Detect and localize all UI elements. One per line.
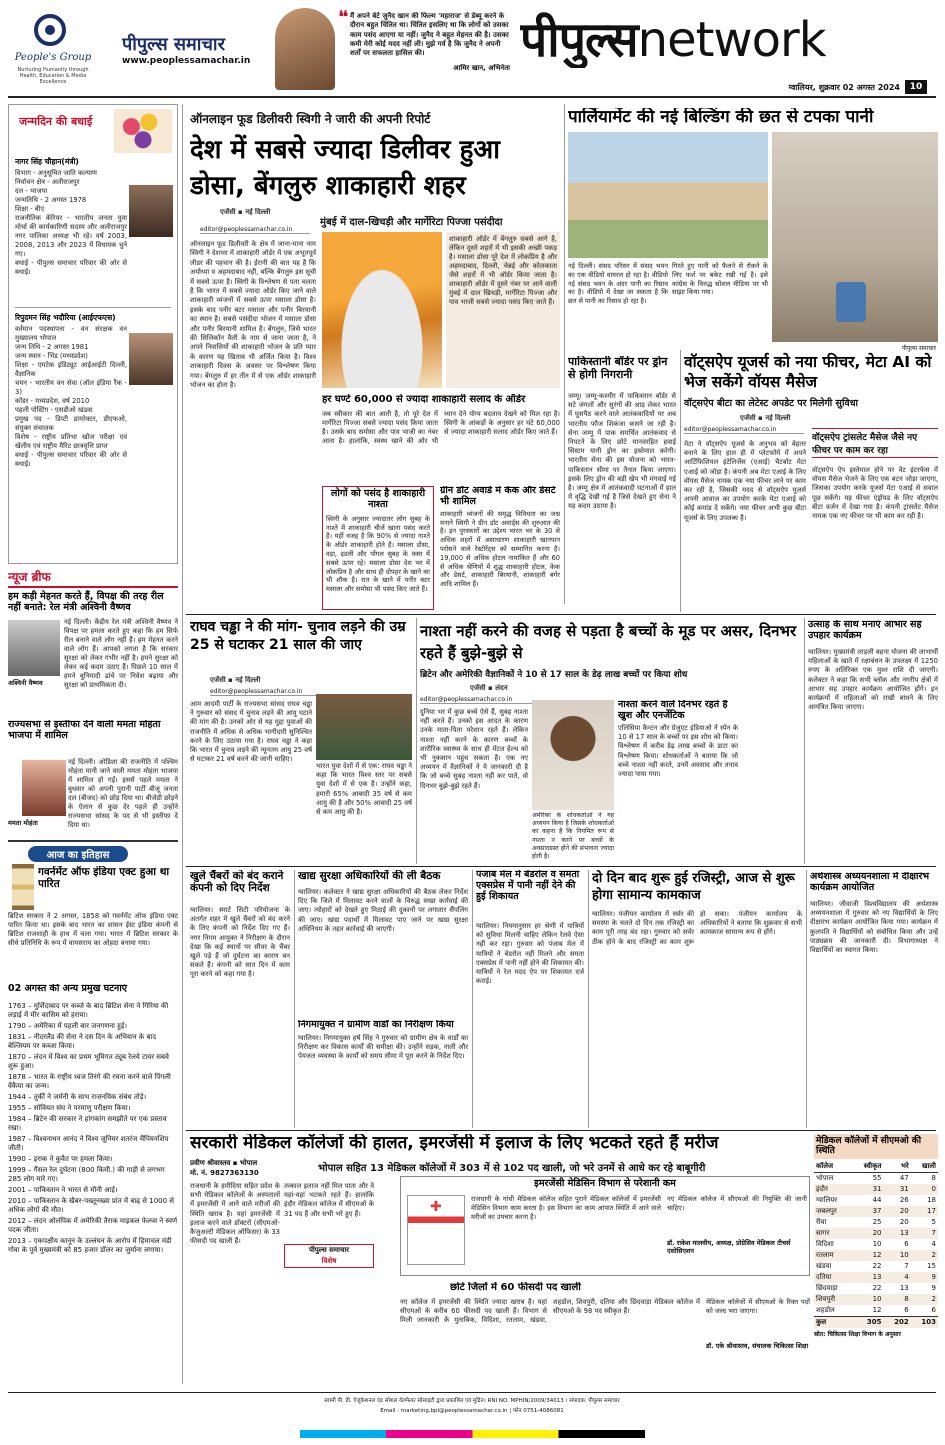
raghav-email[interactable]: editor@peoplessamachar.co.in — [210, 688, 330, 696]
cmo-table-row — [814, 1217, 938, 1228]
cmo-table-cell: रीवा — [816, 1217, 827, 1226]
whatsapp-body: मेटा ने वॉट्सऐप यूजर्स के अनुभव को बेहतर बनाने के लिए हाल ही में प्लेटफॉर्म में अपने आर्टिफिशियल इंटेलिजेंस (एआई) चैटबॉट मेटा एआई को जोड़ा है। कंपनी अब मेटा एआई के लिए वॉयस मैसेज नामक एक नया फीचर लाने पर काम कर रही है, जिसकी मदद से वॉट्सऐप यूजर्स अपनी आवाज का उपयोग करके मेटा एआई को कोई कमांड दे सकेंगे। नया फीचर अभी कुछ बीटा यूजर्स के लिए उपलब्ध है। — [684, 440, 806, 522]
cmo-table-cell: 15 — [927, 1262, 936, 1271]
history-event-item: 1878 – भारत के राष्ट्रीय ध्वज तिरंगे की रचना करने वाले पिंगली वेंकैया का जन्म। — [8, 1073, 171, 1090]
aamir-khan-photo — [275, 8, 335, 90]
cmo-table-cell: भोपाल — [816, 1173, 834, 1182]
cmo-table-row — [814, 1184, 938, 1195]
raghav-headline[interactable]: राघव चड्ढा ने की मांग- चुनाव लड़ने की उम्र 25 से घटाकर 21 साल की जाए — [190, 619, 406, 653]
lead-sub-head: मुंबई में दाल-खिचड़ी और मार्गेरिटा पिज्जा पसंदीदा — [320, 217, 503, 228]
registry-headline[interactable]: दो दिन बाद शुरू हुई रजिस्ट्री, आज से शुरू होगा सामान्य कामकाज — [592, 871, 795, 903]
history-event-item: 1870 – लंदन में विश्व का प्रथम भूमिगत ट्यूब रेलवे टावर सबवे शुरू हुआ। — [8, 1053, 169, 1070]
news-brief-title: न्यूज ब्रीफ — [8, 568, 178, 588]
chambers-body: ग्वालियर। स्मार्ट सिटी परियोजना के अंतर्गत शहर में खुले चैंबरों को बंद करने के लिए कंपनी को निर्देश दिए गए हैं। नगर निगम आयुक्त ने निरीक्षण के दौरान देखा कि कई स्थानों पर सीवर के चैंबर खुले पड़े हैं जो दुर्घटना का कारण बन सकते हैं। कंपनी को सात दिन में काम पूरा करने को कहा गया है। — [190, 906, 290, 979]
research-headline[interactable]: अर्थशास्त्र अध्ययनशाला में दीक्षारंभ कार्यक्रम आयोजित — [810, 872, 930, 893]
breakfast-box-head: लोगों को पसंद है शाकाहारी नाश्ता — [330, 488, 426, 510]
medical-body2: तत्काल इलाज नहीं मिल पाता और वे यहां-वहां भटकते रहते हैं। हालांकि इंदौर मेडिकल कॉलेज में सीएमओ के 31 पद हैं और सभी भरे हुए हैं। — [284, 1182, 374, 1218]
food-safety-body: ग्वालियर। कलेक्टर ने खाद्य सुरक्षा अधिकारियों की बैठक लेकर निर्देश दिए कि जिले में मिलावट करने वालों के विरुद्ध सख्त कार्रवाई की जाए। त्योहारों को देखते हुए मिठाई की दुकानों पर लगातार सैंपलिंग की जाए। खाद्य पदार्थों में मिलावट पाए जाने पर खाद्य सुरक्षा अधिनियम के तहत कार्रवाई की जाएगी। — [298, 888, 468, 933]
green-dot-box — [440, 486, 560, 610]
cmo-table-cell: 47 — [899, 1174, 909, 1183]
cmo-table-box — [814, 1134, 938, 1388]
breakfast-email[interactable]: editor@peoplessamachar.co.in — [420, 696, 540, 704]
special-badge — [284, 1244, 374, 1268]
history-event-item: 1944 – तुर्की ने जर्मनी के साथ राजनयिक संबंध तोड़े। — [8, 1093, 147, 1101]
cmo-table-row — [814, 1294, 938, 1305]
quote-author: आमिर खान, अभिनेता — [453, 64, 510, 72]
cmo-table-row — [814, 1261, 938, 1272]
cmo-table-cell: 9 — [931, 1273, 936, 1282]
cmo-table-header-cell: खाली — [911, 1161, 938, 1173]
cmo-table-cell: 37 — [872, 1207, 882, 1216]
history-event-item: 1999 – गैंसल रेल दुर्घटना (800 किमी.) की गाड़ी से लगभग 285 लोग मारे गए। — [8, 1166, 165, 1183]
paper-name[interactable]: पीपुल्स समाचार — [122, 34, 225, 55]
footer-imprint: स्वामी पी. डी. ऐजुकेशनल एंड सोशल वेलफेयर सोसाइटी द्वारा प्रकाशित एवं मुद्रित। RNI NO. MPHIN/2009/34013 । संपादक: पीपुल्स समाचार — [324, 1398, 620, 1404]
whatsapp-sub: वॉट्सऐप बीटा का लेटेस्ट अपडेट पर मिलेगी सुविधा — [684, 398, 859, 409]
cmo-table-cell: इंदौर — [816, 1184, 828, 1193]
cmo-table-cell: 202 — [883, 1316, 910, 1328]
pension-headline[interactable]: उत्साह के साथ मनाएं आभार सह उपहार कार्यक्रम — [808, 620, 922, 641]
cmo-table-cell: 18 — [927, 1196, 936, 1205]
emergency-box-body: राजधानी के गांधी मेडिकल कॉलेज सहित पुराने मेडिकल कॉलेजों में इमरजेंसी मेडिसिन विभाग काम करता है। इस विभाग का काम आपात स्थिति में आने वाले मरीजों का उपचार करना है। — [471, 1195, 661, 1221]
cmo-table — [814, 1161, 938, 1328]
bucket-icon — [836, 282, 866, 322]
medical-headline[interactable]: सरकारी मेडिकल कॉलेजों की हालत, इमरजेंसी में इलाज के लिए भटकते रहते हैं मरीज — [190, 1134, 719, 1153]
cmo-table-title: मेडिकल कॉलेजों में सीएमओ की स्थिति — [814, 1134, 938, 1159]
cmo-table-cell: 22 — [872, 1284, 882, 1293]
quote-icon: ❝ — [338, 10, 349, 24]
train-body: ग्वालियर। नियमानुसार हर श्रेणी में यात्रियों को सुविधा मिलनी चाहिए लेकिन रेलवे ऐसा नहीं कर रहा। गुरुवार को पंजाब मेल में यात्रियों ने बेडरोल नहीं मिलने और समता एक्सप्रेस में पानी नहीं होने की शिकायत की। यात्रियों ने रेल मदद ऐप पर शिकायत दर्ज कराई। — [476, 922, 584, 986]
cmo-table-cell: रतलाम — [816, 1250, 834, 1259]
cmo-table-row — [814, 1316, 938, 1328]
parliament-caption2: गिरते हुए पानी को फैलने से रोकने के लिए फर्श पर बकेट रखी गई है। इसे कांग्रेस के विरुद्ध सोशल मीडिया पर भी साझा किया गया। — [672, 262, 768, 297]
lead-headline[interactable]: देश में सबसे ज्यादा डिलीवर हुआ डोसा, बेंगलुरु शाकाहारी शहर — [190, 135, 500, 201]
hospital-icon: ✚ — [407, 1195, 465, 1265]
breakfast-side-head: नाश्ता करने वाले दिनभर रहते हैं खुश और एनर्जेटिक — [618, 700, 728, 721]
medical-body1: राजधानी के हमीदिया सहित प्रदेश के सभी मेडिकल कॉलेजों के अस्पतालों में इमरजेंसी में आने वाले मरीजों की स्थिति खराब है। यहां इमरजेंसी में इलाज करने वाले डॉक्टरों (सीएमओ-कैजुअल्टी मेडिकल ऑफिसर) के 33 फीसदी पद खाली हैं। — [190, 1182, 280, 1246]
cmo-table-header-cell: कॉलेज — [814, 1161, 852, 1173]
cmo-table-cell: 9 — [931, 1284, 936, 1293]
salad-box-head: हर घण्टे 60,000 से ज्यादा शाकाहारी सलाद के ऑर्डर — [322, 394, 526, 405]
cmo-table-cell: 7 — [904, 1262, 909, 1271]
whatsapp-side-body: वॉट्सऐप ऐप इस्तेमाल होने पर वेट इंटरफेस में वॉयस मैसेज भेजने के लिए एक बटन जोड़ा जाएगा, जिसका उपयोग करके यूजर्स मेटा एआई से सवाल पूछ सकेंगे। यह फीचर एंड्रॉयड के लिए वॉट्सऐप बीटा वर्जन में देखा गया है। कंपनी ट्रांसलेट मैसेज नामक एक नए फीचर पर भी काम कर रही है। — [812, 466, 938, 521]
cmo-table-cell: 6 — [904, 1306, 909, 1315]
pension-body: ग्वालियर। मुख्यमंत्री लाड़ली बहना योजना की लाभार्थी महिलाओं के खाते में रक्षाबंधन के उपलक्ष्य में 1250 रुपए के अतिरिक्त एक मुश्त राशि दी जाएगी। कलेक्टर ने कहा कि सभी ब्लॉक और नगरीय क्षेत्रों में आभार सह उपहार कार्यक्रम आयोजित होंगे। इन कार्यक्रमों में महिलाओं को राखी बांधने के लिए आमंत्रित किया जाएगा। — [808, 648, 938, 712]
mohanta-photo — [22, 760, 66, 816]
cmo-table-header-cell: स्वीकृत — [852, 1161, 884, 1173]
history-event-item: 1790 – अमेरिका में पहली बार जनगणना हुई। — [8, 1022, 127, 1030]
water-leak-photo — [772, 132, 938, 342]
history-event-item: 2010 – पाकिस्तान के खैबर-पख्तूनख्वा प्रांत में बाढ़ से 1000 से अधिक लोगों की मौत। — [8, 1197, 175, 1214]
breakfast-side-body: एलिसिया कैन्टन और ग्रेजुएट इंडियाओ ने स्पेन के 10 से 17 साल के बच्चों पर इस शोध को किया। विश्लेषण में करीब डेढ़ लाख बच्चों के डाटा का विश्लेषण किया। शोधकर्ताओं ने बताया कि जो बच्चे नाश्ता नहीं करते, उनमें अवसाद और तनाव ज्यादा पाया गया। — [618, 724, 738, 779]
lead-kicker: ऑनलाइन फूड डिलीवरी स्विगी ने जारी की अपनी रिपोर्ट — [190, 112, 431, 126]
birthday-person1-details: विभाग - अनुसूचित जाति कल्याण निर्वाचन क्षेत्र - अलीराजपुर दल - भाजपा जन्मतिथि - 2 अगस्त 1978 शिक्षा - बीए राजनीतिक कॅरियर - भारतीय जनता युवा मोर्चा की कार्यकारिणी सदस्य और अलीराजपुर नगर पालिका अध्यक्ष भी रहे। वर्ष 2003, 2008, 2013 और 2023 में विधायक चुने गए। बधाई - पीपुल्स समाचार परिवार की ओर से बधाई। — [15, 169, 127, 276]
group-logo[interactable] — [8, 12, 98, 92]
history-headline: गवर्नमेंट ऑफ इंडिया एक्ट हुआ था पारित — [38, 866, 170, 891]
history-event-item: 2013 – एकपक्षीय कानून के उल्लंघन के आरोप में हिमाचल मंडी गोवा के पूर्व मुख्यमंत्री को 85 हजार डॉलर का जुर्माना लगाया। — [8, 1237, 172, 1254]
events-title: 02 अगस्त की अन्य प्रमुख घटनाएं — [8, 984, 128, 994]
lead-email[interactable]: editor@peoplessamachar.co.in — [200, 226, 310, 234]
cmo-table-cell: शहडोल — [816, 1305, 835, 1314]
cmo-table-cell: 44 — [872, 1196, 882, 1205]
breakfast-photo-caption: अमेरिका के शोधकर्ताओं ने यह अध्ययन किया है जिसके शोधकर्ताओं का कहना है कि नियमित रूप से नाश्ता न करने पर बच्चों के अवसादग्रस्त होने की संभावना ज्यादा होती है। — [532, 812, 614, 861]
cmo-table-cell: 7 — [931, 1229, 936, 1238]
whatsapp-side-head: वॉट्सऐप ट्रांसलेट मैसेज जैसे नए फीचर पर काम कर रहा — [812, 428, 938, 458]
dateline: ग्वालियर, शुक्रवार 02 अगस्त 2024 — [788, 83, 900, 92]
emergency-box — [400, 1176, 810, 1276]
cmo-table-cell: 10 — [872, 1240, 882, 1249]
cmo-table-row — [814, 1250, 938, 1261]
cmo-table-row — [814, 1272, 938, 1283]
food-caption: शाकाहारी ऑर्डर में बेंगलुरु सबसे आगे है, लेकिन दूसरे शहरों में भी इसकी अच्छी पकड़ है। मसाला डोसा पूरे देश में लोकप्रिय है और अहमदाबाद, दिल्ली, चेन्नई और कोलकाता जैसे शहरों में भी ऑर्डर किया जाता है। शाकाहारी ऑर्डर में दूसरे नंबर पर आने वाली मुंबई में दाल खिचड़ी, मार्गेरिटा पिज्जा और पाव भाजी सबसे ज्यादा पसंद किए जाते हैं। — [446, 232, 560, 388]
cmo-table-cell: 103 — [911, 1316, 938, 1328]
page-number: 10 — [905, 80, 927, 94]
research-body: ग्वालियर। जीवाजी विश्वविद्यालय की अर्थशास्त्र अध्ययनशाला में गुरुवार को नए विद्यार्थियों के लिए दीक्षारंभ कार्यक्रम आयोजित किया गया। कार्यक्रम में कुलपति ने विद्यार्थियों को संबोधित किया और उन्हें पाठ्यक्रम की जानकारी दी। विभागाध्यक्ष ने विद्यार्थियों का स्वागत किया। — [810, 900, 938, 955]
cmo-table-cell: छिंदवाड़ा — [816, 1283, 838, 1292]
cmo-table-cell: 6 — [931, 1306, 936, 1315]
salad-box-body: जब स्वीकार की बात आती है, तो पूरे देश में मार्गेरिटा पिज्जा सबसे ज्यादा पसंद किया जाता है। उसके बाद समोसा और पाव भाजी का नंबर आता है। हालांकि, स्वस्थ खाने की ओर भी ध्यान देने योग्य बदलाव देखने को मिल रहा है। स्विगी के आंकड़ों के अनुसार हर घंटे 60,000 से ज्यादा शाकाहारी सलाद ऑर्डर किए जाते हैं। — [322, 410, 560, 445]
cmo-table-cell: 17 — [927, 1207, 936, 1216]
group-name: People's Group — [14, 52, 92, 63]
cmo-table-cell: शिवपुरी — [816, 1294, 836, 1303]
whatsapp-byline: एजेंसी ▪ नई दिल्ली — [740, 414, 791, 422]
history-event-item: 2012 – लंदन ओलंपिक में अमेरिकी तैराक माइकल फेल्प्स ने स्वर्ण पदक जीता। — [8, 1217, 178, 1234]
lead-byline: एजेंसी ▪ नई दिल्ली — [220, 208, 271, 216]
cmo-table-cell: 20 — [872, 1229, 882, 1238]
birthday-person1-photo — [129, 185, 173, 237]
cmo-table-cell: 31 — [872, 1185, 882, 1194]
parliament-headline[interactable]: पार्लियामेंट की नई बिल्डिंग की छत से टपका पानी — [568, 108, 874, 127]
parliament-caption1: नई दिल्ली। संसद परिसर में संसद भवन का एक वीडियो वायरल हो रहा है। वीडियो नई संसद भवन के अंदर पानी का रिसाव का है। वीडियो में देखा जा सकता है कि छत से पानी का रिसाव हो रहा है। — [568, 262, 668, 306]
cmo-table-cell: ग्वालियर — [816, 1195, 838, 1204]
cmo-table-cell: जबलपुर — [816, 1206, 837, 1215]
medical-quote1: नए मेडिकल कॉलेज में सीएमओ की नियुक्ति की जानी चाहिए। — [667, 1195, 807, 1212]
parliament-building-photo — [568, 132, 768, 258]
cmo-table-row — [814, 1172, 938, 1184]
cmo-table-cell: 8 — [904, 1295, 909, 1304]
cmo-table-cell: 4 — [931, 1240, 936, 1249]
cmo-table-cell: 5 — [931, 1218, 936, 1227]
history-section — [8, 840, 178, 1385]
green-dot-head: ग्रीन डॉट अवार्ड में केक और डेसर्ट भी शामिल — [440, 486, 556, 507]
brief1-headline[interactable]: हम कड़ी मेहनत करते हैं, विपक्ष की तरह रील नहीं बनाते: रेल मंत्री अश्विनी वैष्णव — [8, 591, 164, 613]
cmo-table-row — [814, 1283, 938, 1294]
peoples-group-logo-icon — [30, 12, 70, 48]
food-safety-headline[interactable]: खाद्य सुरक्षा अधिकारियों की ली बैठक — [298, 870, 441, 882]
history-event-item: 1984 – ब्रिटेन की सरकार ने हांगकांग समझौते पर एक प्रस्ताव रखा। — [8, 1115, 167, 1132]
cmo-table-cell: 25 — [872, 1218, 882, 1227]
birthday-section — [8, 104, 178, 564]
history-event-item: 1990 – इराक ने कुवैत पर हमला किया। — [8, 1155, 113, 1163]
cmo-table-row — [814, 1228, 938, 1239]
medical-mobile: मो. नं. 9827363130 — [190, 1169, 259, 1177]
registry-body: ग्वालियर। पंजीयन कार्यालय में सर्वर की समस्या के चलते दो दिन तक रजिस्ट्री का काम पूरी तरह बंद रहा। गुरुवार को सर्वर ठीक होने के बाद रजिस्ट्री का काम शुरू हो सका। पंजीयन कार्यालय के अधिकारियों ने बताया कि शुक्रवार से सभी कामकाज सामान्य रूप से होंगे। — [592, 910, 802, 946]
birthday-person1-name: नागर सिंह चौहान(मंत्री) — [15, 157, 79, 166]
hourglass-icon — [12, 864, 34, 910]
website-link[interactable]: www.peoplessamachar.in — [122, 56, 251, 66]
cmo-table-cell: 20 — [899, 1218, 909, 1227]
cmo-table-row — [814, 1206, 938, 1217]
special-paper-name: पीपुल्स समाचार — [308, 1246, 350, 1254]
cmo-table-cell: खंडवा — [816, 1261, 832, 1270]
ward-inspection-headline[interactable]: निगमायुक्त ने ग्रामीण वार्डों का निरीक्षण किया — [298, 1020, 454, 1030]
medical-quote2-by: डॉ. एके श्रीवास्तव, संचालक चिकित्सा शिक्षा — [706, 1342, 809, 1350]
sad-child-photo — [532, 700, 614, 810]
cmo-table-row — [814, 1195, 938, 1206]
medical-quote1-by: डॉ. राकेश मालवीय, अध्यक्ष, प्रोग्रेसिव मेडिकल टीचर्स एसोसिएशन — [667, 1239, 791, 1256]
raghav-byline: एजेंसी ▪ नई दिल्ली — [210, 676, 261, 684]
breakfast-body: दुनिया भर में कुछ बच्चे ऐसे हैं, सुबह नाश्ता नहीं करते हैं। उनको इस आदत के कारण उनके माता-पिता परेशान रहते हैं। लेकिन नाश्ता नहीं करने के कारण बच्चों के शारीरिक स्वास्थ्य के साथ ही मेंटल हेल्थ को भी नुकसान पहुंच सकता है। एक नए अध्ययन में वैज्ञानिकों ने ये जानकारी दी है कि जो बच्चे सुबह नाश्ता नहीं कर पाते, वो दिनभर बुझे-बुझे रहते हैं। — [420, 708, 528, 790]
history-event-item: 1955 – सोवियत संघ ने परमाणु परीक्षण किया। — [8, 1104, 131, 1112]
breakfast-box-body: स्विगी के अनुसार ज्यादातर लोग सुबह के नाश्ते में शाकाहारी चीजें खाना पसंद करते हैं। यहीं वजह है कि 90% से ज्यादा नाश्ते के ऑर्डर शाकाहारी होते हैं। मसाला डोसा, वड़ा, इडली और पोंगल सुबह के वक्त में सबसे ऊपर रहे। मसाला डोसा देश भर में लोकप्रिय है और साथ ही दोपहर के खाने का भी शौक है। रात के खाने में पनीर बटर मसाला और समोसा भी पसंद किए जाते हैं। — [326, 514, 430, 594]
whatsapp-headline[interactable]: वॉट्सऐप यूजर्स को नया फीचर, मेटा AI को भेज सकेंगे वॉयस मैसेज — [684, 353, 932, 391]
breakfast-byline: एजेंसी ▪ लंदन — [470, 684, 508, 692]
cmo-table-header-cell: भरे — [883, 1161, 910, 1173]
celebrity-quote: मैं अपने बेटे जुनैद खान की फिल्म 'महाराज' से डेब्यू करने के दौरान बहुत चिंतित था। चिंतित इसलिए था कि लोगों को उसका काम पसंद आएगा या नहीं। जुनैद ने बहुत मेहनत की है। उसका कमी मेरी कोई मदद नहीं ली। मुझे गर्व है कि जुनैद ने अपनी शर्तों पर सफलता हासिल की। — [350, 12, 509, 58]
history-events-list — [8, 1002, 178, 1384]
cmo-table-cell: 13 — [899, 1284, 909, 1293]
cmo-table-cell: 2 — [931, 1251, 936, 1260]
cmo-table-cell: 13 — [872, 1273, 882, 1282]
cmo-table-cell: विदिशा — [816, 1239, 834, 1248]
train-headline[interactable]: पंजाब मेल में बेडरोल व समता एक्सप्रेस में पानी नहीं देने की हुई शिकायत — [476, 870, 580, 902]
raghav-photo-caption: भारत युवा देशों में से एक: राघव चड्ढा ने कहा कि भारत विश्व स्तर पर सबसे युवा देशों में से एक है। उन्होंने कहा, हमारी 65% आबादी 35 वर्ष से कम आयु की है और 50% आबादी 25 वर्ष से कम आयु की है। — [316, 762, 412, 817]
cmo-table-header-row — [814, 1161, 938, 1173]
history-event-item: 2001 – पाकिस्तान ने भारत से मौनी आई। — [8, 1186, 118, 1194]
parliament-credit: पीपुल्स समाचार — [901, 345, 936, 352]
brand-hindi: पीपुल्स — [520, 12, 638, 68]
breakfast-sub: ब्रिटेन और अमेरिकी वैज्ञानिकों ने 10 से 17 साल के डेढ़ लाख बच्चों पर किया शोध — [420, 670, 688, 680]
chambers-headline[interactable]: खुले चैंबरों को बंद कराने कंपनी को दिए निर्देश — [190, 870, 284, 895]
border-headline[interactable]: पाकिस्तानी बॉर्डर पर ड्रोन से होगी निगरानी — [568, 356, 668, 381]
cmo-table-cell: 6 — [904, 1240, 909, 1249]
news-brief-section — [8, 568, 178, 834]
network-brand[interactable] — [520, 6, 940, 68]
cmo-table-cell: 20 — [899, 1207, 909, 1216]
vaishnav-photo — [8, 620, 60, 676]
breakfast-box — [322, 486, 434, 610]
cmo-table-cell: 2 — [931, 1295, 936, 1304]
cmo-table-cell: 13 — [899, 1229, 909, 1238]
cmo-table-cell: 12 — [872, 1306, 882, 1315]
history-body: ब्रिटिश सरकार ने 2 अगस्त, 1858 को गवर्नमेंट ऑफ इंडिया एक्ट पारित किया था। इसके बाद भारत का शासन ईस्ट इंडिया कंपनी से ब्रिटिश राजशाही के हाथ में चला गया। भारत में ब्रिटिश सरकार के सीधे प्रतिनिधि के रूप में वायसराय का ओहदा बनाया गया। — [8, 912, 178, 947]
history-event-item: 1987 – विश्वनाथन आनंद ने विश्व जूनियर शतरंज चैंपियनशिप जीती। — [8, 1135, 169, 1152]
cmo-table-cell: 22 — [872, 1262, 882, 1271]
history-event-item: 1763 – मुर्शिदाबाद पर कब्जे के बाद ब्रिटिश सेना ने गिरिया की लड़ाई में मीर कासिम को हराया। — [8, 1002, 169, 1019]
vaishnav-caption: अश्विनी वैष्णव — [8, 679, 43, 687]
medical-author-box: प्रवीण श्रीवास्तव ▪ भोपाल मो. नं. 9827363130 — [190, 1159, 259, 1177]
birthday-person2-details: वर्तमान पदस्थापना - वन संरक्षक वन मुख्यालय भोपाल जन्म तिथि - 2 अगस्त 1981 जन्म स्थान - भिंड (मध्यप्रदेश) शिक्षा - एमटेक इंडिट्यूट आईआईटी दिल्ली, वैज्ञानिक चयन - भारतीय वन सेवा (ऑल इंडिया रैंक - 3) कॉडर - मध्यप्रदेश, वर्ष 2010 पहली पोस्टिंग - एसडीओ खंडवा प्रमुख पद - डिप्टी डायरेक्टर, डीएफओ, संयुक्त संचालक विशेष - राष्ट्रीय प्रतिभा खोज परीक्षा एवं खेलीय एवं राष्ट्रीय मैरिट छात्रवृत्ति प्राप्त बधाई - पीपुल्स समाचार परिवार की ओर से बधाई। — [15, 325, 127, 468]
cmo-table-cell: कुल — [814, 1316, 852, 1328]
medical-sub: भोपाल सहित 13 मेडिकल कॉलेजों में 303 में से 102 पद खाली, जो भरे उनमें से आधे कर रहे बाबूगीरी — [318, 1163, 706, 1174]
brief2-body: नई दिल्ली। ओडिशा की राजनीति में पश्चिम मोहंता मानी जाने वाली ममता मोहंता भाजपा में शामिल हो गईं। इससे पहले ममता ने बुधवार को अपनी पुरानी पार्टी बीजू जनता दल (बीजद) को छोड़ दिया था। बीजेडी छोड़ने के ऐलान से कुछ देर पहले ही उन्होंने राज्यसभा सांसद के पद से भी इस्तीफा दे दिया था। — [68, 758, 178, 829]
cmo-table-cell: 55 — [872, 1174, 882, 1183]
cmo-table-cell: दतिया — [816, 1272, 832, 1281]
small-districts-headline[interactable]: छोटे जिलों में 60 फीसदी पद खाली — [450, 1282, 581, 1293]
cmo-table-source: स्रोत: चिकित्सा शिक्षा विभाग के अनुसार — [814, 1330, 901, 1338]
green-dot-body: शाकाहारी व्यंजनों की समृद्ध विविधता का जश्न मनाने स्विगी ने ग्रीन डॉट अवार्ड्स की शुरुआत की है। इन पुरस्कारों का उद्देश्य भारत भर के 30 से अधिक शहरों में असाधारण शाकाहारी खानपान परोसने वाले रेस्टोरेंट्स को सम्मानित करना है। 19,000 से अधिक होटल नामांकित हैं और 60 से अधिक श्रेणियों में शुद्ध शाकाहारी होटल, केक और डेसर्ट, शाकाहारी बिरयानी, शाकाहारी बर्गर आदि शामिल हैं। — [440, 509, 560, 589]
special-label: विशेष — [321, 1257, 337, 1265]
cmo-table-cell: 0 — [931, 1185, 936, 1194]
cmo-table-cell: 8 — [931, 1174, 936, 1183]
cmo-table-cell: 10 — [872, 1295, 882, 1304]
medical-quote2: मेडिकल कॉलेजों में सीएमओ के रिक्त पदों को जल्द भरा जाएगा। — [706, 1298, 810, 1315]
masala-dosa-photo — [322, 232, 442, 388]
small-districts-body: नए कॉलेज में इमरजेंसी की स्थिति ज्यादा खराब है। यहां सीएमओ के करीब 60 फीसदी पद खाली हैं। विभाग से मिली जानकारी के मुताबिक, विदिशा, रतलाम, खंडवा, शहडोल, शिवपुरी, दतिया और छिंदवाड़ा मेडिकल कॉलेज में सीएमओ के 98 पद स्वीकृत हैं। — [400, 1298, 700, 1325]
cmo-table-cell: सागर — [816, 1228, 830, 1237]
cmo-table-cell: 12 — [872, 1251, 882, 1260]
mohanta-caption: ममता मोहंता — [8, 819, 38, 827]
footer-contact[interactable]: Email : marketing.bpl@peoplessamachar.co.in | फोन 0751-4086081 — [380, 1408, 564, 1414]
birthday-title: जन्मदिन की बधाई — [19, 115, 93, 128]
color-registration-bar — [300, 1430, 645, 1438]
history-title: आज का इतिहास — [28, 846, 128, 862]
raghav-photo — [316, 694, 412, 760]
flower-bouquet-icon — [114, 109, 172, 153]
ward-inspection-body: ग्वालियर। निगमायुक्त हर्ष सिंह ने गुरुवार को ग्रामीण क्षेत्र के वार्डों का निरीक्षण कर विकास कार्यों की समीक्षा की। उन्होंने सड़क, नाली और पेयजल व्यवस्था के कार्यों को समय सीमा में पूरा करने के निर्देश दिए। — [298, 1034, 468, 1061]
brand-english: network — [637, 12, 826, 68]
brief2-headline[interactable]: राज्यसभा से इस्तीफा देने वाली ममता मोहंता भाजपा में शामिल — [8, 720, 161, 741]
cmo-table-cell: 4 — [904, 1273, 909, 1282]
group-tagline: Nurturing Humanity through Health, Education & Media Excellence — [17, 67, 89, 85]
cmo-table-row — [814, 1305, 938, 1317]
brief1-body: नई दिल्ली। केंद्रीय रेल मंत्री अश्विनी वैष्णव ने विपक्ष पर हमला करते हुए कहा कि हम सिर्फ रील बनाने वाले लोग नहीं हैं। हम मेहनत करने वाले लोग हैं। आपको लगता है कि सरकार सुरक्षा को लेकर गंभीर नहीं है। हमने सुरक्षा को लेकर कई कदम उठाए हैं। पिछले 10 साल में हमने बुनियादी ढांचे पर निवेश बढ़ाया और सुरक्षा को प्राथमिकता दी। — [64, 618, 178, 689]
cmo-table-cell: 10 — [899, 1251, 909, 1260]
breakfast-headline[interactable]: नाश्ता नहीं करने की वजह से पड़ता है बच्चों के मूड पर असर, दिनभर रहते हैं बुझे-बुझे से — [420, 622, 797, 662]
cmo-table-cell: 31 — [899, 1185, 909, 1194]
birthday-person2-name: रिपुदमन सिंह भदौरिया (आईएफएस) — [15, 313, 116, 322]
medical-city: भोपाल — [239, 1159, 258, 1167]
cmo-table-cell: 305 — [852, 1316, 884, 1328]
whatsapp-email[interactable]: editor@peoplessamachar.co.in — [684, 426, 804, 434]
lead-body: ऑनलाइन फूड डिलीवरी के क्षेत्र में जाना-माना नाम स्विगी ने देशभर में शाकाहारी ऑर्डर में एक अभूतपूर्व लीडर की पहचान की है। ईरानी की बात यह है कि अयोध्या व अहमदाबाद नहीं, बल्कि बेंगलुरु इस सूची में सबसे ऊपर है। स्विगी के विश्लेषण से पता चलता है कि भारत में सबसे ज्यादा ऑर्डर किए जाने वाले शाकाहारी व्यंजनों में सबसे ऊपर मसाला डोसा है। इसके बाद पनीर बटर मसाला और पनीर बिरयानी का स्थान है। सबसे पसंदीदा भोजन में मसाला डोसा और पनीर बिरयानी शामिल है। बेंगलुरु, जिसे भारत की सिलिकॉन वैली के नाम से जाना जाता है, ने अपने निवासियों की शाकाहारी भोजन के प्रति प्यार के कारण यह खिताब भी अर्जित किया है। विश्व शाकाहारी दिवस के अवसर पर विश्लेषण किया गया। बेंगलुरु में हर तीन में से एक ऑर्डर शाकाहारी भोजन का होता है। — [190, 240, 316, 390]
emergency-box-head: इमरजेंसी मेडिसिन विभाग से परेशानी कम — [534, 1178, 676, 1189]
raghav-body: आम आदमी पार्टी के राज्यसभा सांसद राघव चड्ढा ने गुरुवार को संसद में चुनाव लड़ने की आयु घटाने की मांग की है। उनको ओर से यह मुद्दा युवाओं की राजनीति में अधिक से अधिक भागीदारी सुनिश्चित करने के लिए उठाया गया है। राघव चड्ढा ने कहा कि भारत में चुनाव लड़ने की न्यूनतम आयु 25 वर्ष से घटाकर 21 वर्ष करने की जानी चाहिए। — [190, 700, 312, 764]
cmo-table-cell: 26 — [899, 1196, 909, 1205]
cmo-table-row — [814, 1239, 938, 1250]
birthday-person2-photo — [129, 333, 173, 385]
medical-author: प्रवीण श्रीवास्तव — [190, 1159, 231, 1167]
history-event-item: 1831 – नीदरलैंड की सेना ने दस दिन के अभियान के बाद बेल्जियम पर कब्जा किया। — [8, 1033, 157, 1050]
border-body: जम्मू। जम्मू-कश्मीर में पाकिस्तान बॉर्डर से सटे जंगलों और सुरंगों की आड़ लेकर भारत में घुसपैठ करने वाले आतंकवादियों पर अब भारतीय फौज शिकंजा कसने जा रही है। सेना जम्मू में पाक समर्थित आतंकवाद से निपटने के लिए छोटे मानवरहित हवाई सिस्टम यानी ड्रोन का इस्तेमाल करेगी। भारतीय सेना की इस योजना को भारत-पाकिस्तान सीमा पर तैनात किया जाएगा। इसके लिए ड्रोन की बड़ी खेप भी मंगवाई गई है। जम्मू क्षेत्र में आतंकवादी घटनाओं में हाल में वृद्धि देखी गई है जिसे देखते हुए सेना ने यह कदम उठाया है। — [568, 392, 676, 511]
